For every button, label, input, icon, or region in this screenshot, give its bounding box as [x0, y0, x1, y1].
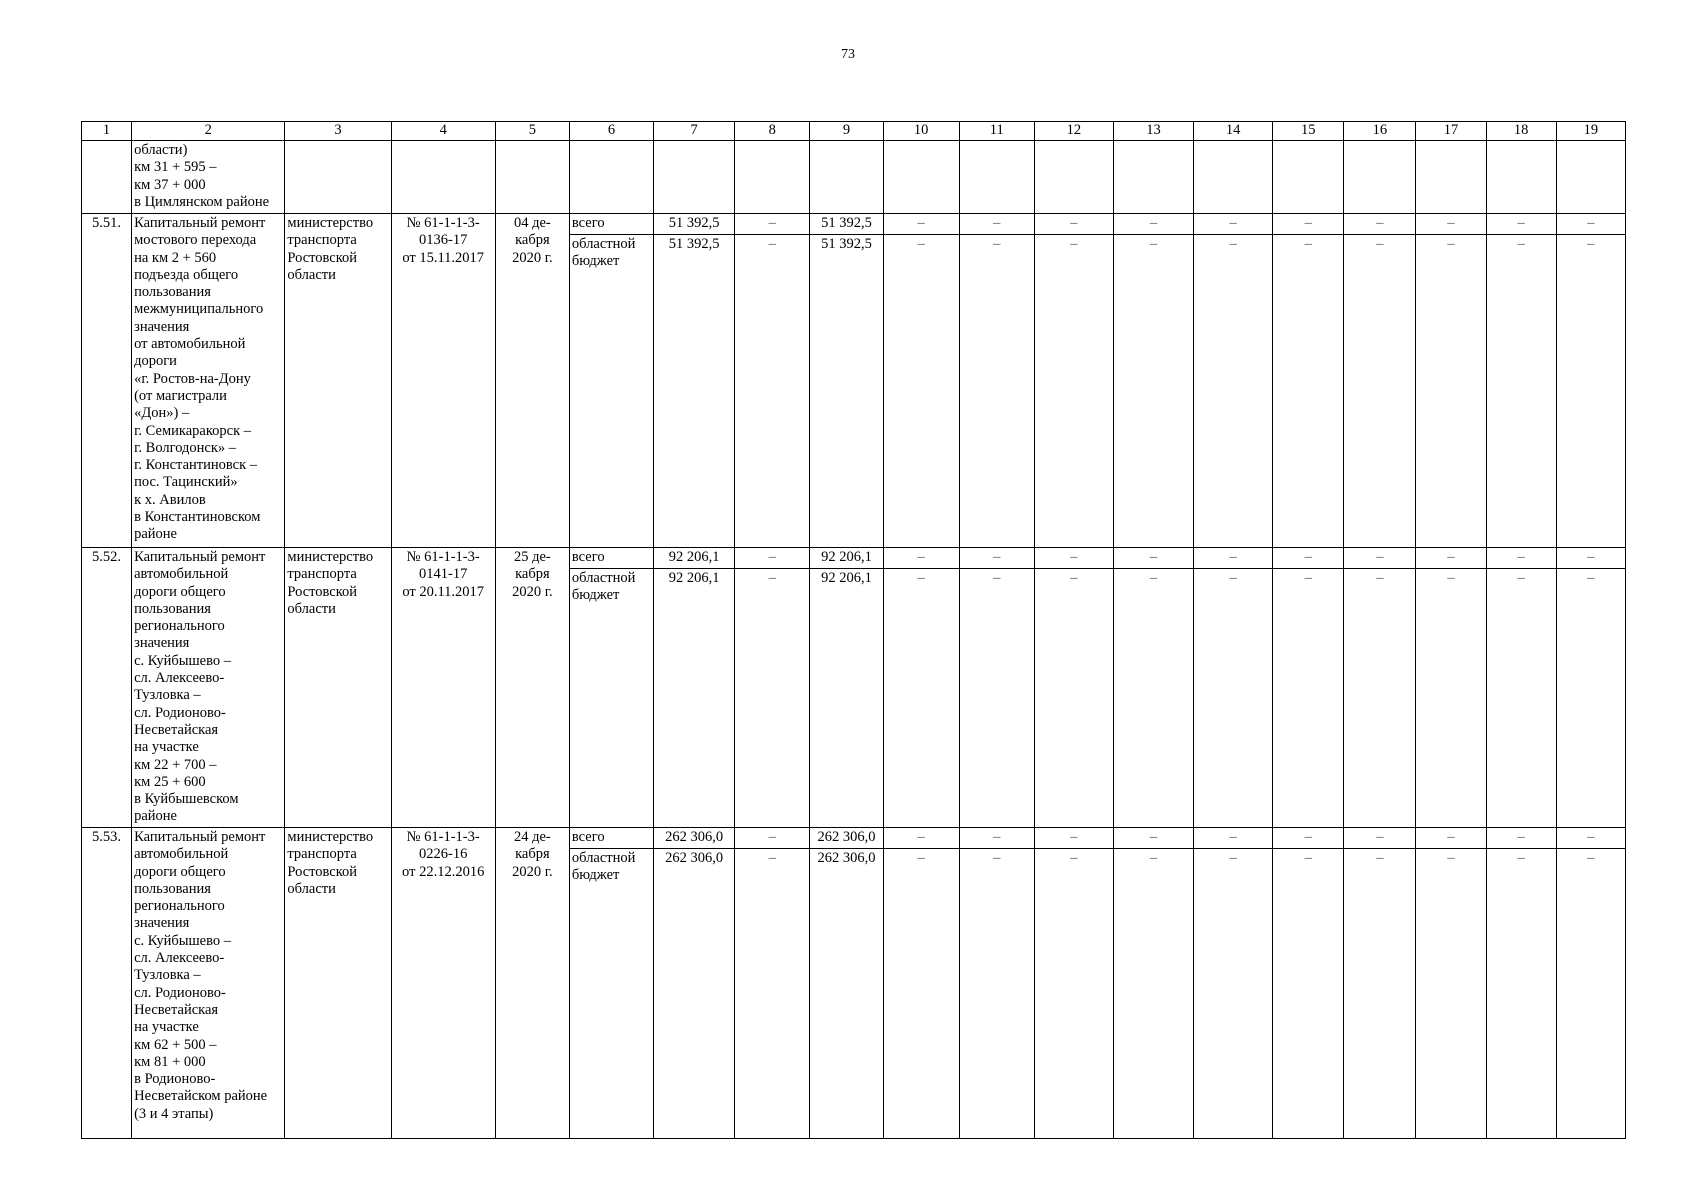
empty-cell	[1273, 141, 1344, 214]
row-number: 5.51.	[82, 214, 132, 548]
dash-cell: –	[1344, 214, 1416, 235]
column-number: 8	[735, 122, 810, 141]
value-col-7: 92 206,1	[654, 548, 735, 569]
value-col-7: 51 392,5	[654, 214, 735, 235]
dash-cell: –	[1113, 214, 1193, 235]
empty-cell	[1194, 141, 1273, 214]
completion-date: 25 де- кабря 2020 г.	[495, 548, 569, 828]
value-col-9: 262 306,0	[810, 849, 883, 1139]
dash-cell: –	[883, 569, 959, 828]
dash-cell: –	[1273, 828, 1344, 849]
dash-cell: –	[1486, 548, 1556, 569]
column-number: 7	[654, 122, 735, 141]
dash-cell: –	[959, 548, 1034, 569]
empty-cell	[654, 141, 735, 214]
column-number: 3	[285, 122, 391, 141]
budget-table	[81, 121, 1626, 1139]
column-number: 17	[1416, 122, 1486, 141]
value-col-9: 51 392,5	[810, 235, 883, 548]
empty-cell	[1416, 141, 1486, 214]
dash-cell: –	[1113, 569, 1193, 828]
column-number: 15	[1273, 122, 1344, 141]
dash-cell: –	[1486, 828, 1556, 849]
column-number: 14	[1194, 122, 1273, 141]
header-row	[82, 122, 1626, 141]
project-document: № 61-1-1-3- 0226-16 от 22.12.2016	[391, 828, 495, 1139]
empty-cell	[810, 141, 883, 214]
dash-cell: –	[1273, 569, 1344, 828]
column-number: 18	[1486, 122, 1556, 141]
column-number: 19	[1556, 122, 1625, 141]
value-col-7: 92 206,1	[654, 569, 735, 828]
dash-cell: –	[959, 828, 1034, 849]
empty-cell	[735, 141, 810, 214]
dash-cell: –	[1194, 214, 1273, 235]
dash-cell: –	[1556, 214, 1625, 235]
empty-cell	[1486, 141, 1556, 214]
dash-cell: –	[1034, 849, 1113, 1139]
dash-cell: –	[1486, 569, 1556, 828]
value-col-8: –	[735, 569, 810, 828]
object-name: Капитальный ремонт автомобильной дороги общего пользования регионального значения с. Куйбышево – сл. Алексеево- Тузловка – сл. Родионово- Несветайская на участке км 62 + 500 – км 81 + 000 в Родионово- Несветайском районе (3 и 4 этапы)	[132, 828, 285, 1139]
table-row	[82, 548, 1626, 569]
completion-date: 04 де- кабря 2020 г.	[495, 214, 569, 548]
dash-cell: –	[1344, 548, 1416, 569]
column-number: 13	[1113, 122, 1193, 141]
empty-cell	[569, 141, 653, 214]
empty-cell	[391, 141, 495, 214]
dash-cell: –	[1344, 235, 1416, 548]
dash-cell: –	[883, 235, 959, 548]
dash-cell: –	[1034, 214, 1113, 235]
dash-cell: –	[1034, 828, 1113, 849]
dash-cell: –	[1416, 235, 1486, 548]
continuation-row	[82, 141, 1626, 214]
dash-cell: –	[1034, 548, 1113, 569]
empty-cell	[1113, 141, 1193, 214]
table-row	[82, 828, 1626, 849]
column-number: 12	[1034, 122, 1113, 141]
dash-cell: –	[883, 849, 959, 1139]
dash-cell: –	[1273, 548, 1344, 569]
completion-date: 24 де- кабря 2020 г.	[495, 828, 569, 1139]
object-name-continued: области) км 31 + 595 – км 37 + 000 в Цимлянском районе	[132, 141, 285, 214]
dash-cell: –	[1556, 849, 1625, 1139]
dash-cell: –	[1273, 235, 1344, 548]
funding-source-budget: областной бюджет	[569, 849, 653, 1139]
dash-cell: –	[1113, 235, 1193, 548]
empty-cell	[82, 141, 132, 214]
column-number: 6	[569, 122, 653, 141]
project-document: № 61-1-1-3- 0136-17 от 15.11.2017	[391, 214, 495, 548]
dash-cell: –	[1194, 569, 1273, 828]
dash-cell: –	[1416, 214, 1486, 235]
customer: министерство транспорта Ростовской области	[285, 828, 391, 1139]
column-number: 1	[82, 122, 132, 141]
empty-cell	[883, 141, 959, 214]
column-number: 4	[391, 122, 495, 141]
dash-cell: –	[1034, 569, 1113, 828]
object-name: Капитальный ремонт автомобильной дороги общего пользования регионального значения с. Куйбышево – сл. Алексеево- Тузловка – сл. Родионово- Несветайская на участке км 22 + 700 – км 25 + 600 в Куйбышевском районе	[132, 548, 285, 828]
empty-cell	[285, 141, 391, 214]
customer: министерство транспорта Ростовской области	[285, 548, 391, 828]
dash-cell: –	[883, 214, 959, 235]
empty-cell	[1344, 141, 1416, 214]
dash-cell: –	[1556, 569, 1625, 828]
dash-cell: –	[1344, 569, 1416, 828]
dash-cell: –	[1273, 849, 1344, 1139]
dash-cell: –	[1486, 849, 1556, 1139]
dash-cell: –	[1416, 828, 1486, 849]
dash-cell: –	[1194, 548, 1273, 569]
column-number: 16	[1344, 122, 1416, 141]
dash-cell: –	[959, 214, 1034, 235]
value-col-8: –	[735, 235, 810, 548]
value-col-7: 262 306,0	[654, 828, 735, 849]
dash-cell: –	[1486, 235, 1556, 548]
column-number: 11	[959, 122, 1034, 141]
column-number: 9	[810, 122, 883, 141]
dash-cell: –	[1344, 828, 1416, 849]
dash-cell: –	[1344, 849, 1416, 1139]
dash-cell: –	[883, 548, 959, 569]
object-name: Капитальный ремонт мостового перехода на км 2 + 560 подъезда общего пользования межмуниципального значения от автомобильной дороги «г. Ростов-на-Дону (от магистрали «Дон») – г. Семикаракорск – г. Волгодонск» – г. Константиновск – пос. Тацинский» к х. Авилов в Константиновском районе	[132, 214, 285, 548]
value-col-9: 92 206,1	[810, 548, 883, 569]
dash-cell: –	[1416, 849, 1486, 1139]
project-document: № 61-1-1-3- 0141-17 от 20.11.2017	[391, 548, 495, 828]
dash-cell: –	[1113, 548, 1193, 569]
empty-cell	[1556, 141, 1625, 214]
dash-cell: –	[1556, 548, 1625, 569]
funding-source-total: всего	[569, 214, 653, 235]
dash-cell: –	[1194, 235, 1273, 548]
dash-cell: –	[1113, 849, 1193, 1139]
value-col-8: –	[735, 548, 810, 569]
dash-cell: –	[1416, 548, 1486, 569]
column-number: 2	[132, 122, 285, 141]
customer: министерство транспорта Ростовской области	[285, 214, 391, 548]
value-col-9: 262 306,0	[810, 828, 883, 849]
dash-cell: –	[1113, 828, 1193, 849]
empty-cell	[495, 141, 569, 214]
value-col-8: –	[735, 214, 810, 235]
dash-cell: –	[959, 235, 1034, 548]
funding-source-budget: областной бюджет	[569, 569, 653, 828]
dash-cell: –	[1034, 235, 1113, 548]
value-col-9: 92 206,1	[810, 569, 883, 828]
funding-source-total: всего	[569, 828, 653, 849]
row-number: 5.52.	[82, 548, 132, 828]
value-col-7: 51 392,5	[654, 235, 735, 548]
funding-source-budget: областной бюджет	[569, 235, 653, 548]
dash-cell: –	[883, 828, 959, 849]
column-number: 5	[495, 122, 569, 141]
empty-cell	[1034, 141, 1113, 214]
dash-cell: –	[1273, 214, 1344, 235]
empty-cell	[959, 141, 1034, 214]
dash-cell: –	[1556, 828, 1625, 849]
page-number: 73	[841, 47, 855, 62]
value-col-8: –	[735, 828, 810, 849]
dash-cell: –	[1416, 569, 1486, 828]
dash-cell: –	[1194, 849, 1273, 1139]
row-number: 5.53.	[82, 828, 132, 1139]
table-row	[82, 214, 1626, 235]
dash-cell: –	[1486, 214, 1556, 235]
dash-cell: –	[1194, 828, 1273, 849]
value-col-9: 51 392,5	[810, 214, 883, 235]
dash-cell: –	[959, 569, 1034, 828]
column-number: 10	[883, 122, 959, 141]
dash-cell: –	[1556, 235, 1625, 548]
dash-cell: –	[959, 849, 1034, 1139]
value-col-7: 262 306,0	[654, 849, 735, 1139]
funding-source-total: всего	[569, 548, 653, 569]
value-col-8: –	[735, 849, 810, 1139]
